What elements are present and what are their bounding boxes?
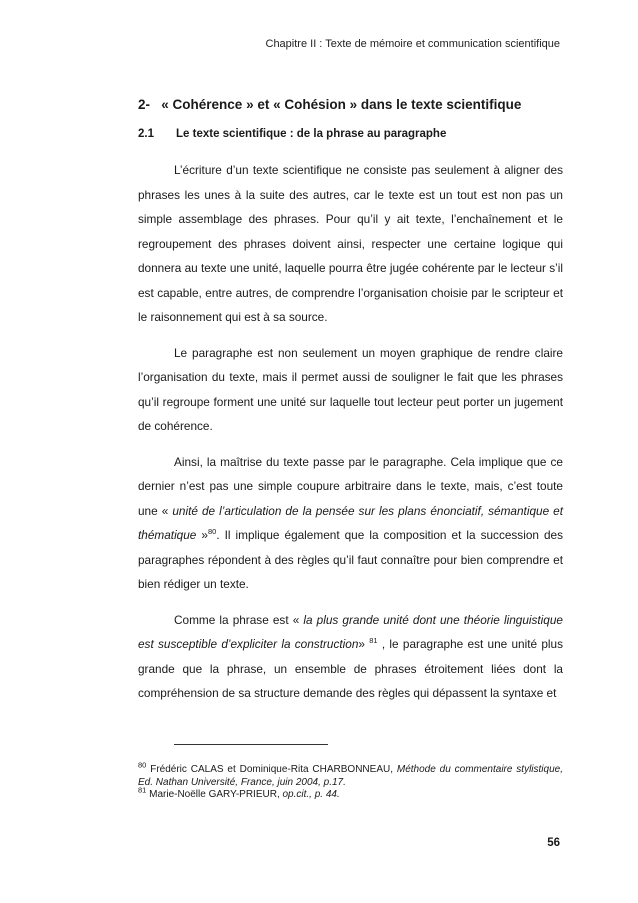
section-title [138, 97, 568, 112]
paragraph-3-text-b: » [196, 528, 208, 542]
paragraph-3-text-c: . Il implique également que la composition et la succession des paragraphes répondent à des règles qu’il faut connaître pour bien comprendre et bien rédiger un texte. [138, 528, 563, 591]
paragraph-3-text-a: Ainsi, la maîtrise du texte passe par le paragraphe. Cela implique que ce dernier n’est pas une simple coupure arbitraire dans le texte, mais, c’est toute une « [138, 454, 563, 518]
footnote-81 [138, 785, 563, 802]
paragraph-4-text-a: Comme la phrase est « [174, 612, 304, 627]
page-number: 56 [547, 837, 560, 849]
paragraph-4-text-c: , le paragraphe est une unité plus grande que la phrase, un ensemble de phrases étroitement liées dont la compréhension de sa structure demande des règles qui dépassent la syntaxe et [138, 637, 563, 700]
subsection-number: 2.1 [138, 128, 154, 140]
footnote-mark-81: 81 [138, 785, 147, 795]
paragraph-1: L’écriture d’un texte scientifique ne consiste pas seulement à aligner des phrases les unes à la suite des autres, car le texte est un tout est non pas un simple assemblage des phrases. Pour qu’il y ait texte, l’enchaînement et le regroupement des phrases doivent ainsi, respecter une certaine logique qui donnera au texte une unité, laquelle pourra être jugée cohérente par le lecteur s’il est capable, entre autres, de comprendre l’organisation choisie par le scripteur et le raisonnement qui est à sa source. [138, 163, 563, 324]
section-number: 2- [138, 97, 151, 112]
subsection-title-text: Le texte scientifique : de la phrase au paragraphe [176, 128, 447, 140]
footnote-separator [174, 744, 328, 745]
subsection-title [138, 128, 568, 140]
paragraph-4-text-b: » [358, 637, 370, 651]
section-title-text: « Cohérence » et « Cohésion » dans le texte scientifique [161, 97, 522, 112]
footnote-80 [138, 760, 563, 789]
footnote-mark-80: 80 [138, 760, 147, 770]
paragraph-3 [138, 450, 563, 597]
quote-80: unité de l’articulation de la pensée sur les plans énonciatif, sémantique et thématique [138, 503, 563, 542]
quote-81: la plus grande unité dont une théorie linguistique est susceptible d’expliciter la construction [138, 612, 563, 651]
footnote-81-author: Marie-Noëlle GARY-PRIEUR, [146, 789, 283, 800]
footnote-ref-81[interactable]: 81 [369, 636, 378, 646]
running-header: Chapitre II : Texte de mémoire et communication scientifique [265, 38, 560, 50]
footnote-81-title: op.cit., p. 44. [282, 789, 340, 800]
footnote-ref-80[interactable]: 80 [207, 527, 217, 537]
footnotes [138, 760, 563, 802]
footnote-80-author: Frédéric CALAS et Dominique-Rita CHARBONNEAU, [146, 764, 397, 775]
paragraph-4 [138, 608, 563, 706]
footnote-80-title: Méthode du commentaire stylistique, Ed. Nathan Université, France, juin 2004, p.17. [138, 764, 563, 788]
body-text [138, 158, 563, 717]
paragraph-2: Le paragraphe est non seulement un moyen graphique de rendre claire l’organisation du texte, mais il permet aussi de souligner le fait que les phrases qu’il regroupe forment une unité sur laquelle tout lecteur peut porter un jugement de cohérence. [138, 345, 563, 433]
